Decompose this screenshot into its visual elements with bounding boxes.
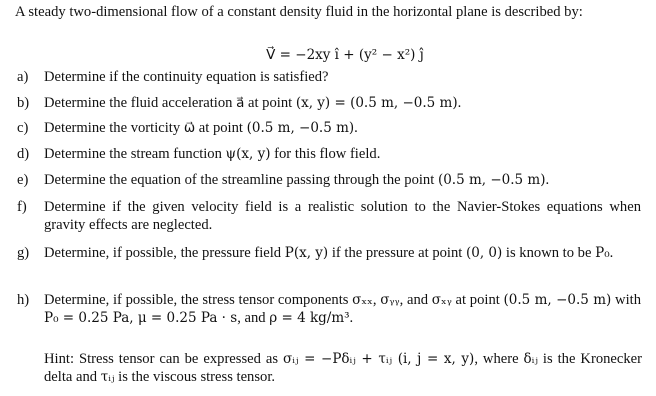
question-label: d)	[17, 146, 30, 162]
question-f	[17, 198, 641, 234]
question-g	[17, 244, 641, 262]
question-text: Determine the stream function ψ(x, y) for this flow field.	[44, 146, 381, 162]
question-text: Determine, if possible, the pressure field P(x, y) if the pressure at point (0, 0) is known to be P₀.	[44, 245, 614, 261]
question-text: Determine the vorticity ω⃗ at point (0.5 m, −0.5 m).	[44, 120, 358, 136]
question-label: b)	[17, 95, 30, 111]
question-text: Determine the equation of the streamline passing through the point (0.5 m, −0.5 m).	[44, 172, 550, 188]
question-label: h)	[17, 292, 30, 308]
question-text: Determine the fluid acceleration a⃗ at point (x, y) = (0.5 m, −0.5 m).	[44, 95, 462, 111]
question-label: c)	[17, 120, 29, 136]
question-text: Determine if the given velocity field is a realistic solution to the Navier-Stokes equations when gravity effects are neglected.	[44, 199, 641, 233]
question-text: Determine, if possible, the stress tensor components σₓₓ, σᵧᵧ, and σₓᵧ at point (0.5 m, −0.5 m) with P₀ = 0.25 Pa, μ = 0.25 Pa · s, and ρ = 4 kg/m³.	[44, 292, 641, 326]
question-label: a)	[17, 69, 29, 85]
question-d	[17, 145, 641, 163]
question-label: g)	[17, 245, 30, 261]
question-e	[17, 171, 641, 189]
question-label: f)	[17, 199, 27, 215]
problem-intro: A steady two-dimensional flow of a constant density fluid in the horizontal plane is described by:	[15, 4, 583, 20]
velocity-equation	[0, 44, 656, 66]
question-h	[17, 291, 641, 327]
hint-text: Hint: Stress tensor can be expressed as σᵢⱼ = −Pδᵢⱼ + τᵢⱼ (i, j = x, y), where δᵢⱼ is the Kronecker delta and τᵢⱼ is the viscous stress tensor.	[44, 351, 643, 385]
question-label: e)	[17, 172, 29, 188]
question-c	[17, 119, 641, 137]
question-b	[17, 94, 641, 112]
velocity-field-formula: V⃗ = −2xy î + (y² − x²) ĵ	[266, 47, 424, 63]
question-a	[17, 68, 641, 86]
question-text: Determine if the continuity equation is satisfied?	[44, 69, 329, 85]
